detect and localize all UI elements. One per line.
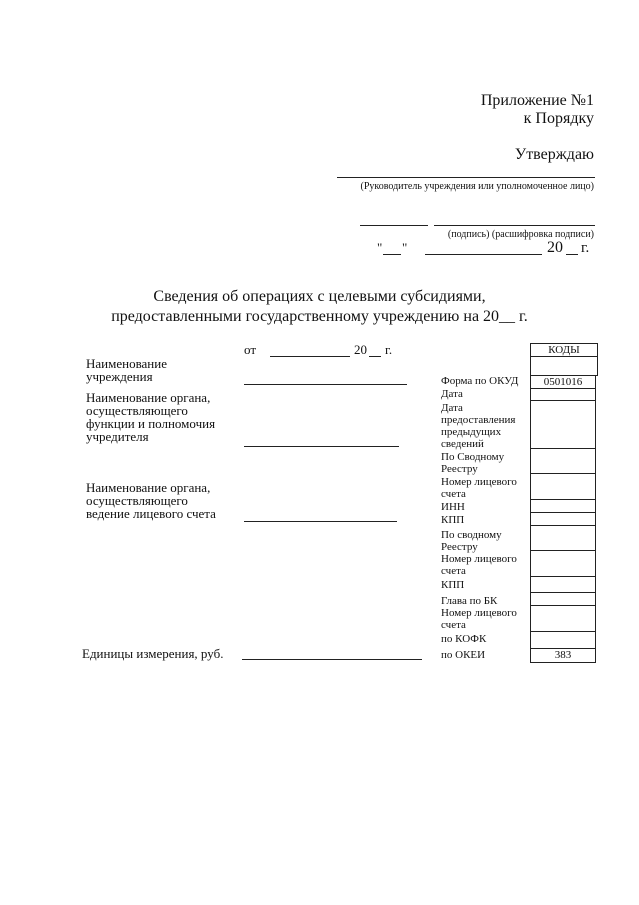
signature-line	[360, 225, 428, 226]
code-label-account3	[441, 607, 517, 631]
institution-label-line2: учреждения	[86, 369, 153, 384]
founder-label	[86, 391, 215, 443]
code-label-account1-l1: Номер лицевого	[441, 476, 517, 488]
appendix-title: Приложение №1	[480, 92, 594, 109]
date-from-label: от	[244, 342, 257, 357]
account-body-label-line3: ведение лицевого счета	[86, 506, 216, 521]
code-label-prev-date-l3: предыдущих	[441, 426, 502, 438]
code-label-prev-date-l4: сведений	[441, 438, 484, 450]
code-label-date: Дата	[441, 388, 463, 400]
code-value-okei: 383	[530, 648, 596, 663]
founder-label-line2: осуществляющего	[86, 403, 188, 418]
date-quote-close: "	[402, 240, 408, 255]
report-title-line1: Сведения об операциях с целевыми субсидиями,	[153, 288, 486, 305]
code-label-registry2-l1: По сводному	[441, 529, 502, 541]
code-label-registry1-l1: По Сводному	[441, 451, 505, 463]
approve-label: Утверждаю	[514, 146, 594, 163]
signature-decode-line	[434, 225, 595, 226]
code-label-account2-l2: счета	[441, 565, 466, 577]
date-year-line	[566, 254, 578, 255]
code-value-okud: 0501016	[530, 375, 596, 389]
units-line	[242, 659, 422, 660]
codes-header: КОДЫ	[530, 343, 598, 357]
code-label-okei: по ОКЕИ	[441, 649, 486, 661]
account-body-label	[86, 481, 216, 520]
code-value-kpp1	[530, 512, 596, 526]
code-label-account1-l2: счета	[441, 488, 466, 500]
code-label-account3-l1: Номер лицевого	[441, 607, 517, 619]
code-value-prev-date	[530, 400, 596, 449]
code-label-prev-date-l1: Дата	[441, 402, 463, 414]
founder-line	[244, 446, 399, 447]
date-suffix: г.	[581, 240, 590, 256]
code-label-kofk: по КОФК	[441, 633, 487, 645]
signature-caption: (подпись) (расшифровка подписи)	[447, 229, 594, 240]
code-label-prev-date-l2: предоставления	[441, 414, 516, 426]
code-label-registry2	[441, 529, 502, 553]
date-day-line	[383, 254, 401, 255]
units-label: Единицы измерения, руб.	[82, 646, 224, 661]
code-label-okud: Форма по ОКУД	[441, 375, 519, 387]
codes-spacer	[530, 356, 598, 376]
code-value-registry2	[530, 525, 596, 551]
head-signature-line	[337, 177, 595, 178]
date-month-line	[425, 254, 542, 255]
code-label-account2	[441, 553, 517, 577]
code-value-account2	[530, 550, 596, 577]
institution-line	[244, 384, 407, 385]
code-label-kpp1: КПП	[441, 514, 465, 526]
code-value-inn	[530, 499, 596, 513]
code-value-account3	[530, 605, 596, 632]
code-value-kpp2	[530, 576, 596, 593]
account-body-line	[244, 521, 397, 522]
code-label-account1	[441, 476, 517, 500]
head-caption: (Руководитель учреждения или уполномоченное лицо)	[360, 181, 594, 192]
date-from-suffix: г.	[385, 342, 393, 357]
code-label-account3-l2: счета	[441, 619, 466, 631]
code-label-inn: ИНН	[441, 501, 465, 513]
date-year: 20	[547, 239, 563, 256]
code-value-registry1	[530, 448, 596, 474]
to-order-label: к Порядку	[523, 110, 594, 127]
institution-label	[86, 357, 167, 383]
date-from-line	[270, 356, 350, 357]
code-value-kofk	[530, 631, 596, 649]
account-body-label-line2: осуществляющего	[86, 493, 188, 508]
code-value-account1	[530, 473, 596, 500]
date-from-year: 20	[354, 342, 367, 357]
institution-label-line1: Наименование	[86, 356, 167, 371]
code-label-registry2-l2: Реестру	[441, 541, 478, 553]
report-title-line2: предоставленными государственному учреждению на 20__ г.	[111, 308, 528, 325]
code-label-registry1	[441, 451, 504, 475]
code-label-kpp2: КПП	[441, 579, 465, 591]
code-label-account2-l1: Номер лицевого	[441, 553, 517, 565]
account-body-label-line1: Наименование органа,	[86, 480, 211, 495]
code-label-bk: Глава по БК	[441, 595, 498, 607]
code-value-bk	[530, 592, 596, 606]
date-from-year-line	[369, 356, 381, 357]
founder-label-line3: функции и полномочия	[86, 416, 216, 431]
founder-label-line1: Наименование органа,	[86, 390, 211, 405]
date-quote-open: "	[377, 240, 383, 255]
founder-label-line4: учредителя	[86, 429, 149, 444]
code-label-registry1-l2: Реестру	[441, 463, 478, 475]
code-label-prev-date	[441, 402, 515, 450]
